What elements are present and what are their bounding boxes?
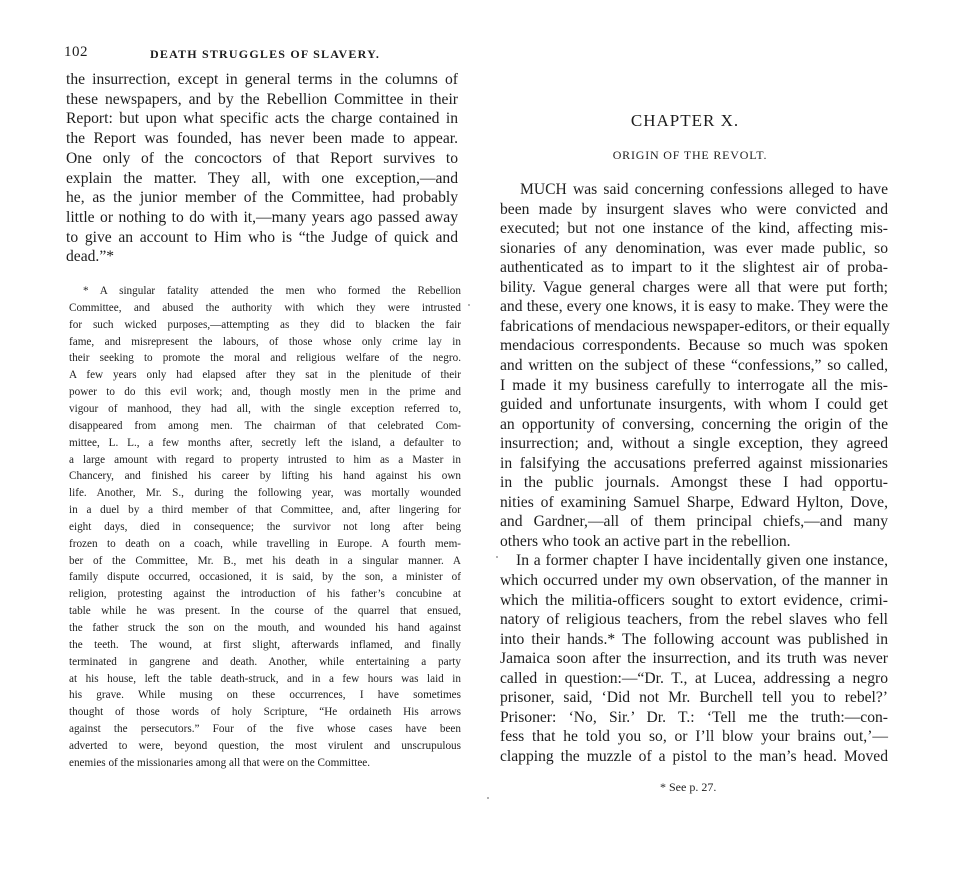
- body-line: I made it my business carefully to interrogate all the mis-: [500, 376, 888, 394]
- footnote-line: mittee, L. L., a few months after, secretly left the island, a defaulter to: [69, 436, 461, 449]
- footnote-line: thought of those words of holy Scripture, “He ordaineth His arrows: [69, 706, 461, 719]
- footnote-line: eight days, died in consequence; the survivor not long after being: [69, 520, 461, 533]
- footnote-line: life. Another, Mr. S., during the following year, was mortally wounded: [69, 487, 461, 500]
- body-line: One only of the concoctors of that Report survives to: [66, 149, 458, 167]
- body-line: and Gardner,—all of them principal chiefs,—and many: [500, 513, 888, 531]
- scan-speck: [468, 304, 470, 306]
- footnote-line: his grave. While musing on these occurrences, I have sometimes: [69, 689, 461, 702]
- footnote-line: frozen to death on a coach, while travelling in Europe. A fourth mem-: [69, 537, 461, 550]
- body-line: which occurred under my own observation, of the manner in: [500, 572, 888, 589]
- footnote-line: power to do this evil work; and, though mostly men in the prime and: [69, 386, 461, 399]
- body-line: into their hands.* The following account was published in: [500, 630, 888, 648]
- body-line: little or nothing to do with it,—many years ago passed away: [66, 208, 458, 226]
- body-line: explain the matter. They all, with one exception,—and: [66, 169, 458, 187]
- body-line: mendacious correspondents. Because so much was spoken: [500, 337, 888, 355]
- body-line: fabrications of mendacious newspaper-editors, or their equally: [500, 317, 890, 335]
- footnote-line: ber of the Committee, Mr. B., met his death in a singular manner. A: [69, 554, 461, 567]
- scan-speck: [496, 556, 498, 558]
- body-line: prisoner, said, ‘Did not Mr. Burchell tell you to rebel?’: [500, 689, 888, 707]
- body-line: bility. Vague general charges were all that were put forth;: [500, 278, 888, 296]
- footnote-line: terminated in gangrene and death. Another, while entertaining a party: [69, 655, 461, 668]
- body-line: these newspapers, and by the Rebellion Committee in their: [66, 90, 458, 108]
- footnote-line: * A singular fatality attended the men who formed the Rebellion: [83, 285, 461, 297]
- body-line: Jamaica soon after the insurrection, and its truth was never: [500, 650, 888, 668]
- footnote-line: family dispute occurred, occasioned, it is said, by the son, a minister of: [69, 571, 461, 584]
- body-line: the Report was founded, has never been made to appear.: [66, 130, 458, 148]
- body-line: in falsifying the accusations preferred against missionaries: [500, 454, 888, 472]
- body-line: guided and unfortunate insurgents, with whom I could get: [500, 396, 888, 414]
- body-line: and written on the subject of these “confessions,” so called,: [500, 356, 888, 374]
- right-footnote: * See p. 27.: [660, 780, 717, 794]
- body-line: the insurrection, except in general terms in the columns of: [66, 71, 458, 88]
- body-line: executed; but not one instance of the kind, affecting mis-: [500, 220, 888, 238]
- footnote-line: disappeared from among men. The chairman of that celebrated Com-: [69, 419, 461, 432]
- footnote-line: a large amount with regard to property intrusted to him as a Master in: [69, 453, 461, 466]
- footnote-line: religion, protesting against the introduction of his father’s concubine at: [69, 588, 461, 601]
- footnote-line: adverted to were, beyond question, the most virulent and unscrupulous: [69, 739, 461, 752]
- footnote-line: A few years only had elapsed after they sat in the plenitude of their: [69, 369, 461, 382]
- footnote-line: fame, and misrepresent the labours, of those whose only crime lay in: [69, 335, 461, 348]
- body-line: fess that he told you so, or I’ll blow your brains out,’—: [500, 728, 888, 746]
- footnote-line: in a duel by a third member of that Committee, and, after lingering for: [69, 504, 461, 517]
- footnote-line: at his house, left the table death-struck, and in a few hours was laid in: [69, 672, 461, 685]
- scan-speck: [487, 797, 489, 799]
- footnote-line: table while he was present. In the course of the quarrel that ensued,: [69, 605, 461, 618]
- body-line: insurrection; and, without a single exception, they agreed: [500, 435, 888, 453]
- body-line: In a former chapter I have incidentally given one instance,: [516, 552, 888, 570]
- footnote-line: for such wicked purposes,—attempting as they did to blacken the fair: [69, 318, 461, 331]
- footnote-line: their seeking to promote the moral and religious welfare of the negro.: [69, 352, 461, 365]
- body-line: natory of religious teachers, from the rebel slaves who fell: [500, 611, 888, 629]
- footnote-line: vigour of manhood, they had all, with the single exception referred to,: [69, 402, 461, 415]
- body-line: MUCH was said concerning confessions alleged to have: [520, 181, 888, 198]
- body-line: in the public journals. Amongst these I had opportu-: [500, 474, 888, 492]
- footnote-line: the father struck the son on the mouth, and wounded his hand against: [69, 622, 461, 634]
- running-head: [64, 44, 464, 64]
- body-line: others who took an active part in the rebellion.: [500, 532, 791, 550]
- right-page: [490, 0, 980, 885]
- body-line: been made by insurgent slaves who were convicted and: [500, 200, 888, 218]
- footnote-line: Committee, and abused the authority with which they were intrusted: [69, 301, 461, 314]
- chapter-subtitle: ORIGIN OF THE REVOLT.: [612, 148, 768, 162]
- body-line: nities of examining Samuel Sharpe, Edward Hylton, Dove,: [500, 493, 888, 511]
- body-line: an opportunity of conversing, concerning the origin of the: [500, 415, 888, 433]
- footnote-line: enemies of the missionaries among all that were on the Committee.: [69, 756, 371, 769]
- chapter-title: CHAPTER X.: [630, 111, 740, 130]
- body-line: called in question:—“Dr. T., at Lucea, addressing a negro: [500, 669, 888, 687]
- body-line: clapping the muzzle of a pistol to the man’s head. Moved: [500, 747, 888, 765]
- body-line: Prisoner: ‘No, Sir.’ Dr. T.: ‘Tell me the truth:—con-: [500, 708, 888, 726]
- body-line: Report: but upon what specific acts the charge contained in: [66, 110, 458, 128]
- body-line: which the militia-officers sought to extort evidence, crimi-: [500, 591, 888, 609]
- body-line: authenticated as to impart to it the slightest air of proba-: [500, 259, 888, 277]
- body-line: and these, every one knows, it is easy to make. They were the: [500, 298, 888, 316]
- page-number: 102: [64, 44, 88, 60]
- body-line: he, as the junior member of the Committee, had probably: [66, 189, 458, 207]
- footnote-line: the teeth. The wound, at first slight, afterwards inflamed, and finally: [69, 638, 461, 651]
- body-line: sionaries of any denomination, was ever made public, so: [500, 239, 888, 257]
- footnote-line: against the persecutors.” Four of the five whose cases have been: [69, 723, 461, 736]
- body-line: dead.”*: [66, 248, 115, 266]
- body-line: to give an account to Him who is “the Judge of quick and: [66, 228, 458, 246]
- footnote-line: Chancery, and finished his career by lifting his hand against his own: [69, 470, 461, 483]
- running-title: DEATH STRUGGLES OF SLAVERY.: [150, 47, 381, 61]
